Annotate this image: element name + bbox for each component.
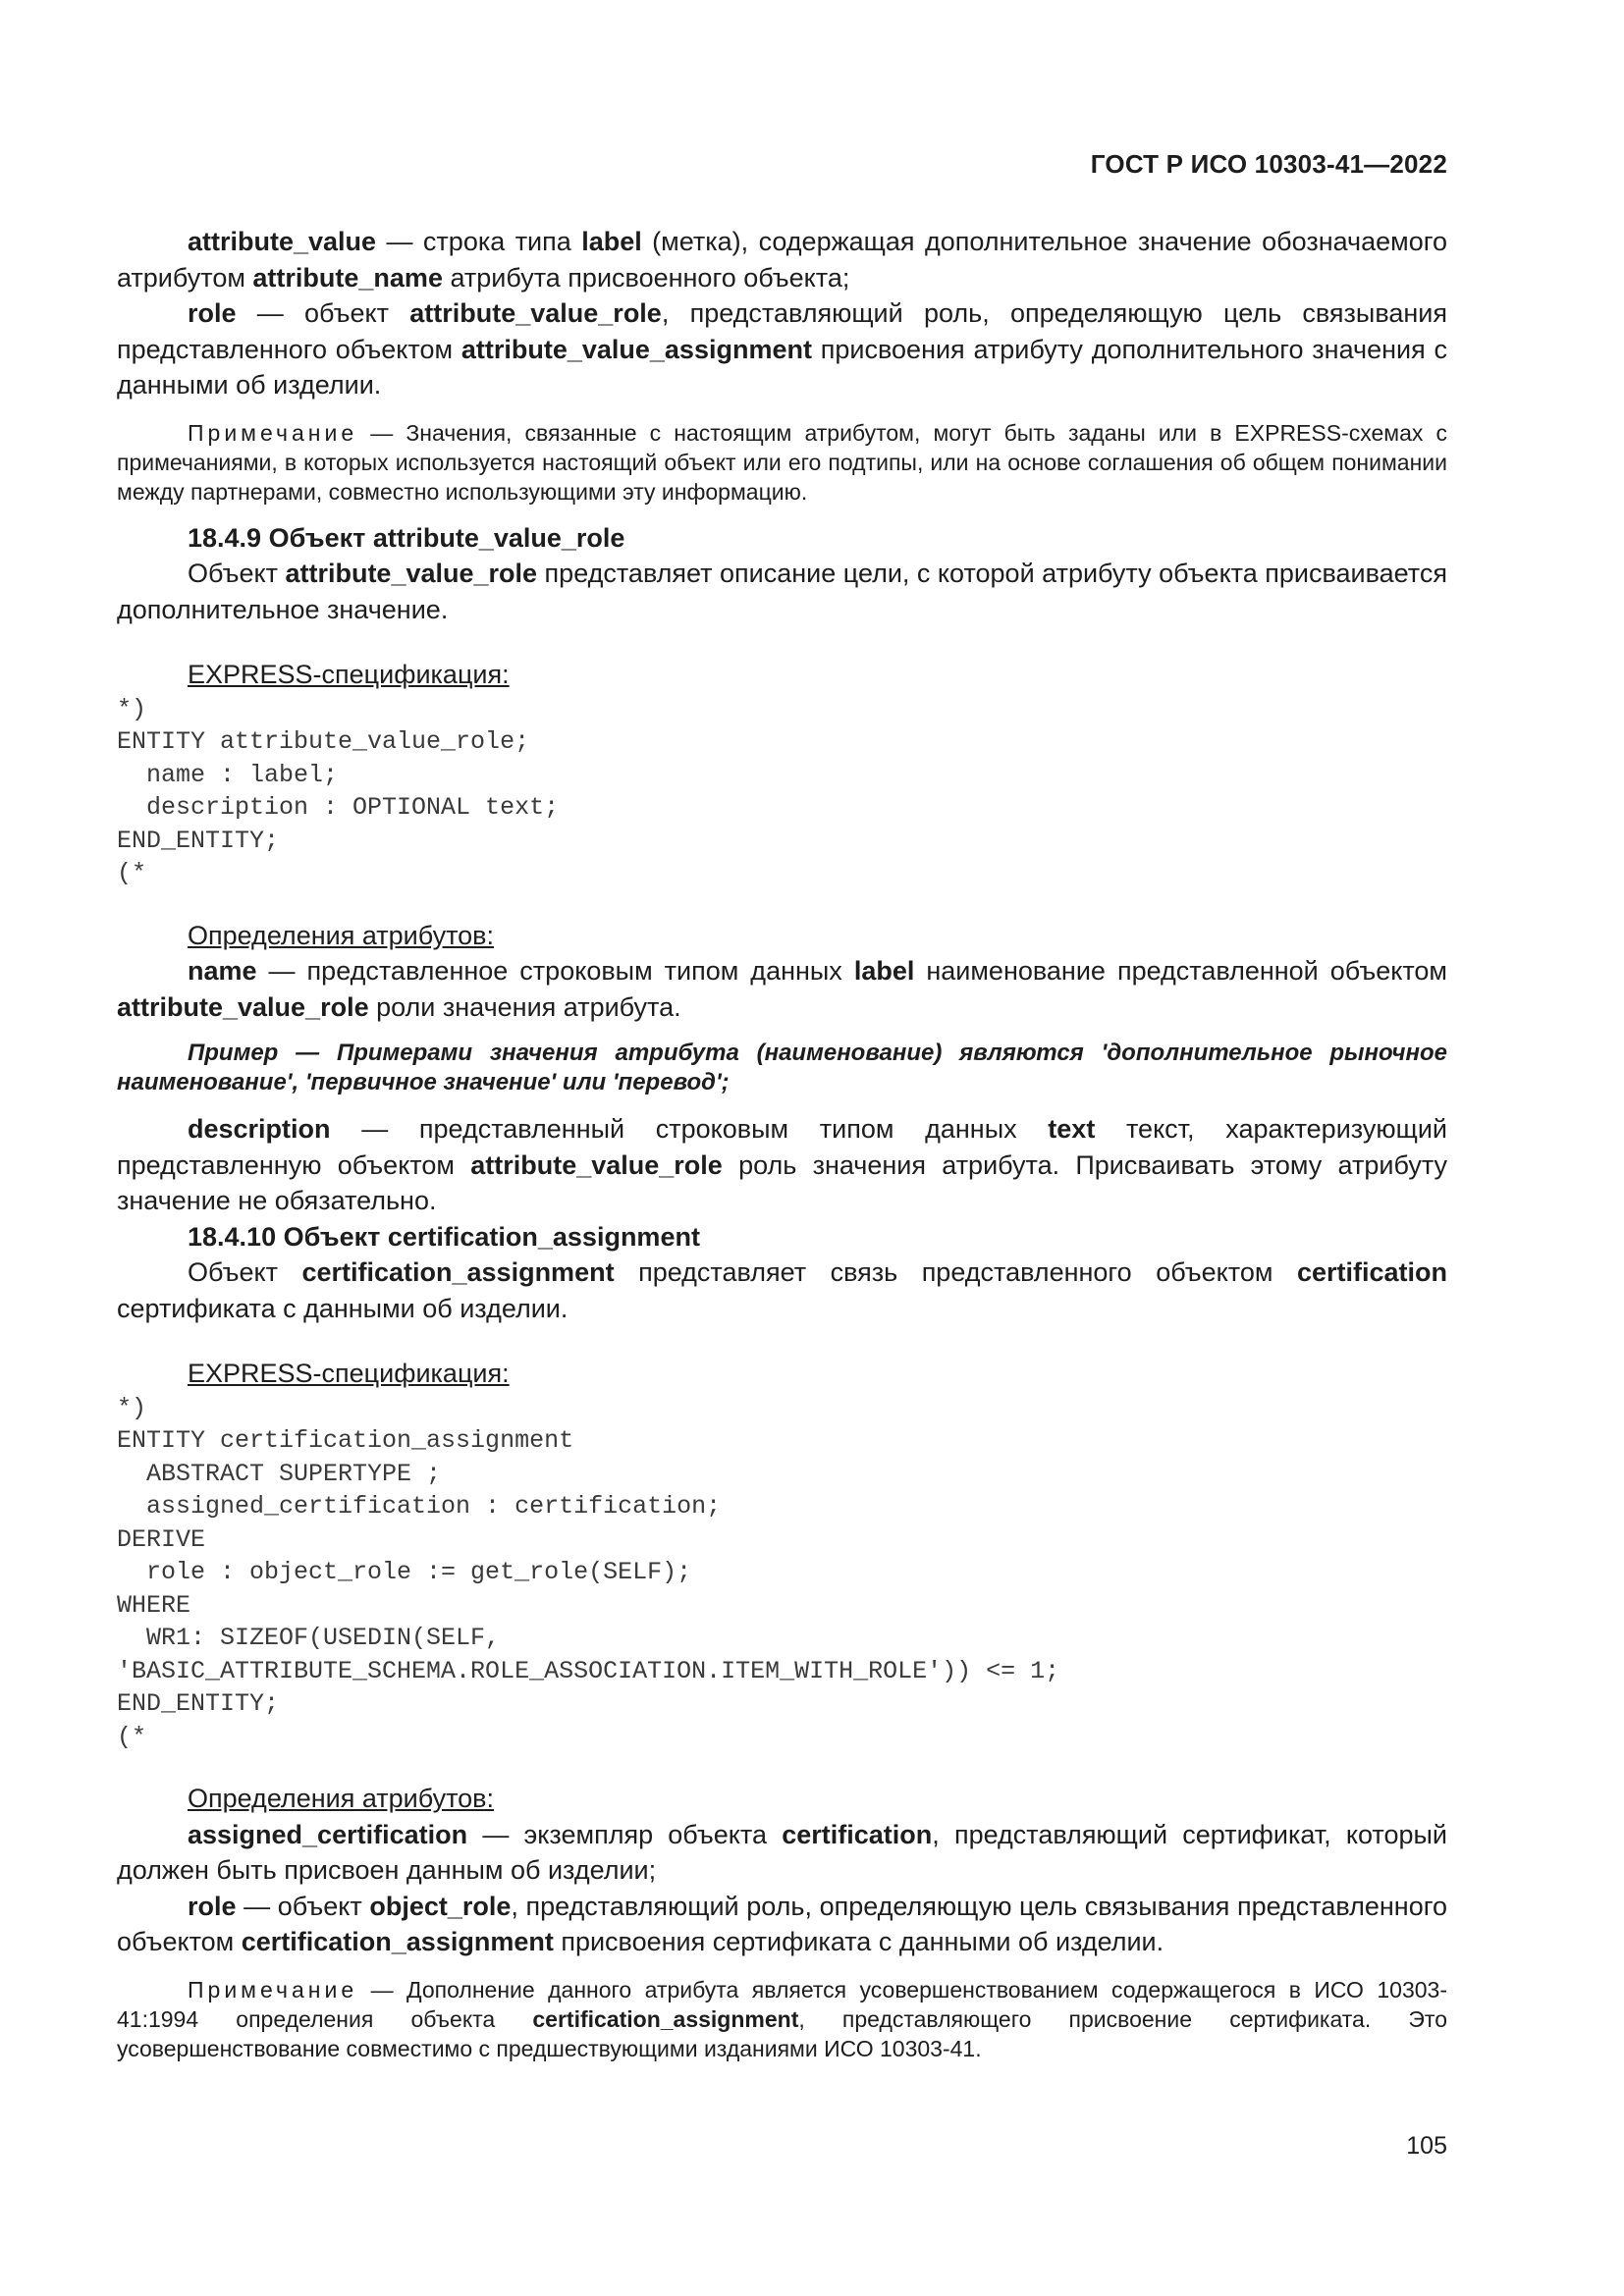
example-paragraph: Пример — Примерами значения атрибута (наименование) являются 'дополнительное рыночное наименование', 'первичное значение' или 'перевод'; xyxy=(117,1040,1447,1095)
note-label: Примечание xyxy=(188,419,358,446)
term-role: role xyxy=(188,298,237,328)
section-description: Объект attribute_value_role представляет описание цели, с которой атрибуту объекта присваивается дополнительное значение. xyxy=(117,559,1447,624)
note-paragraph: Примечание — Дополнение данного атрибута является усовершенствованием содержащегося в ИСО 10303-41:1994 определения объекта certification_assignment, представляющего присвоение сертификата. Это усовершенствование совместимо с предшествующими изданиями ИСО 10303-41. xyxy=(117,1976,1447,2061)
description-attribute-definition: description — представленный строковым типом данных text текст, характеризующий представленную объектом attribute_value_role роль значения атрибута. Присваивать этому атрибуту значение не обязательно. xyxy=(117,1114,1447,1215)
term-attribute-value: attribute_value xyxy=(188,227,377,256)
role-definition: role — объект attribute_value_role, представляющий роль, определяющую цель связывания представленного объектом attribute_value_assignment присвоения атрибуту дополнительного значения с данными об изделии. xyxy=(117,298,1448,400)
page-number: 105 xyxy=(1406,2132,1447,2160)
express-spec-label: EXPRESS-спецификация: xyxy=(188,1359,510,1388)
express-code-block: *) ENTITY attribute_value_role; name : label; description : OPTIONAL text; END_ENTITY; (* xyxy=(117,694,560,887)
express-spec-label: EXPRESS-спецификация: xyxy=(188,660,510,689)
express-code-block: *) ENTITY certification_assignment ABSTRACT SUPERTYPE ; assigned_certification : certification; DERIVE role : object_role := get_role(SELF); WHERE WR1: SIZEOF(USEDIN(SELF, 'BASIC_ATTRIBUTE_SCHEMA.ROLE_ASSOCIATION.ITEM_WITH_ROLE')) <= 1; END_ENTITY; (* xyxy=(117,1393,1060,1751)
attribute-definitions-label: Определения атрибутов: xyxy=(188,1784,495,1813)
section-heading-18-4-10: 18.4.10 Объект certification_assignment xyxy=(188,1221,700,1252)
assigned-certification-definition: assigned_certification — экземпляр объекта certification, представляющий сертификат, который должен быть присвоен данным об изделии; xyxy=(117,1819,1447,1885)
standard-designation: ГОСТ Р ИСО 10303-41—2022 xyxy=(1090,149,1447,179)
name-attribute-definition: name — представленное строковым типом данных label наименование представленной объектом attribute_value_role роли значения атрибута. xyxy=(117,956,1447,1022)
section-heading-18-4-9: 18.4.9 Объект attribute_value_role xyxy=(188,522,625,553)
section-description: Объект certification_assignment представляет связь представленного объектом certification сертификата с данными об изделии. xyxy=(117,1257,1447,1323)
page-content xyxy=(117,224,1447,2063)
attribute-definitions-label: Определения атрибутов: xyxy=(188,920,495,950)
role-attribute-definition: role — объект object_role, представляющий роль, определяющую цель связывания представленного объектом certification_assignment присвоения сертификата с данными об изделии. xyxy=(117,1891,1447,1956)
note-paragraph: Примечание — Значения, связанные с настоящим атрибутом, могут быть заданы или в EXPRESS-схемах с примечаниями, в которых используется настоящий объект или его подтипы, или на основе соглашения об общем понимании между партнерами, совместно использующими эту информацию. xyxy=(117,419,1447,505)
note-label: Примечание xyxy=(188,1976,358,2002)
attribute-value-definition: attribute_value — строка типа label (метка), содержащая дополнительное значение обозначаемого атрибутом attribute_name атрибута присвоенного объекта; xyxy=(117,227,1447,293)
